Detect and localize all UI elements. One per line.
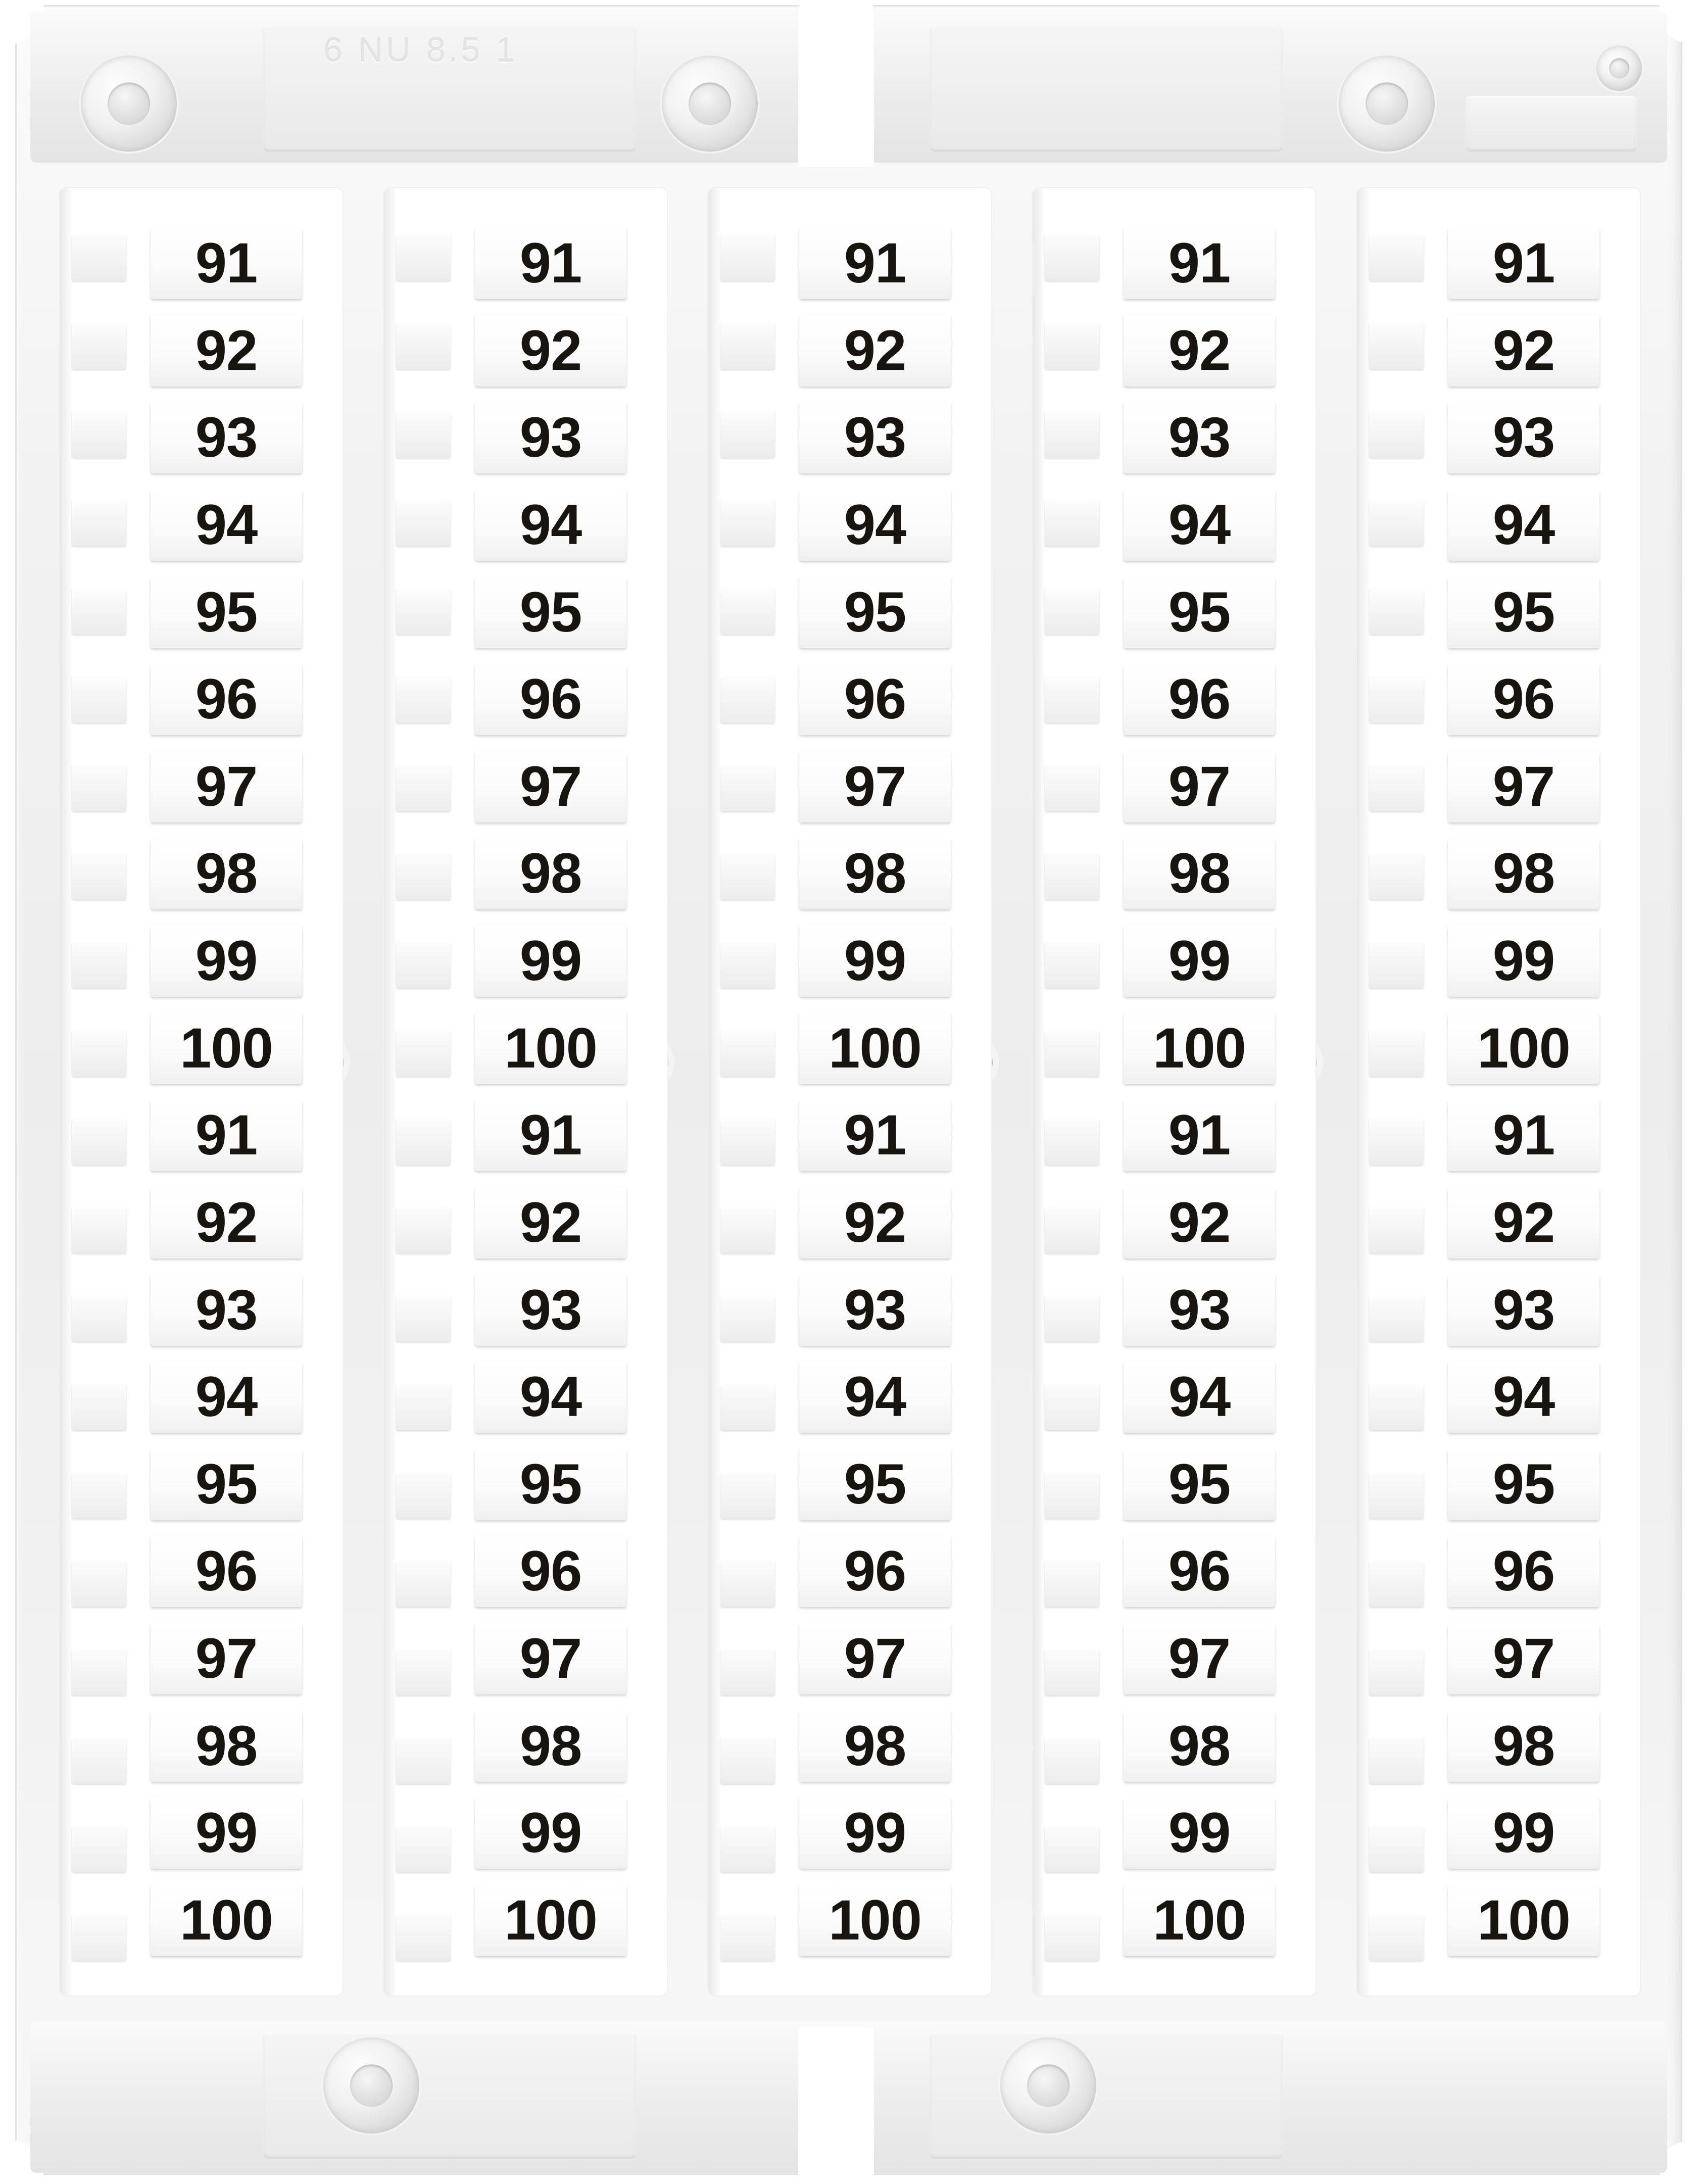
marker-tag-label: 92 xyxy=(844,1190,906,1254)
marker-tag-label: 92 xyxy=(1492,1190,1555,1254)
marker-tag[interactable] xyxy=(475,1797,626,1869)
marker-tag-label: 96 xyxy=(1168,667,1231,731)
marker-tag-label: 100 xyxy=(1477,1888,1570,1952)
marker-tag-label: 94 xyxy=(1492,1365,1555,1429)
marker-tag[interactable] xyxy=(1124,1361,1275,1433)
marker-tag-label: 91 xyxy=(195,1103,258,1167)
marker-tag[interactable] xyxy=(1448,227,1599,299)
marker-strip-tags xyxy=(60,188,343,1996)
marker-tag[interactable] xyxy=(1124,1797,1275,1869)
marker-tag-label: 95 xyxy=(1168,580,1231,644)
marker-strip-tags xyxy=(1357,188,1640,1996)
marker-tag[interactable] xyxy=(799,1623,951,1694)
marker-tag-label: 92 xyxy=(519,1190,582,1254)
marker-tag-label: 100 xyxy=(504,1016,597,1080)
marker-tag[interactable] xyxy=(1124,402,1275,473)
marker-tag[interactable] xyxy=(799,402,951,473)
marker-tag-label: 95 xyxy=(1168,1452,1231,1516)
marker-tag-label: 91 xyxy=(195,231,258,295)
marker-tag-label: 93 xyxy=(1492,406,1555,469)
marker-tag[interactable] xyxy=(475,402,626,473)
mounting-boss-top-left xyxy=(81,56,177,152)
marker-tag-label: 91 xyxy=(1492,1103,1555,1167)
marker-tag[interactable] xyxy=(1448,1623,1599,1694)
marker-tag-label: 99 xyxy=(195,929,258,992)
marker-tag-label: 100 xyxy=(1477,1016,1570,1080)
marker-tag-label: 91 xyxy=(519,1103,582,1167)
marker-tag[interactable] xyxy=(799,1884,951,1956)
marker-tag[interactable] xyxy=(151,838,302,909)
marker-tag[interactable] xyxy=(1124,663,1275,735)
marker-tag[interactable] xyxy=(151,576,302,648)
marker-tag[interactable] xyxy=(151,489,302,561)
marker-tag[interactable] xyxy=(1448,1099,1599,1171)
marker-tag[interactable] xyxy=(151,402,302,473)
marker-tag-label: 97 xyxy=(844,754,906,818)
marker-tag[interactable] xyxy=(151,1274,302,1346)
marker-tag-label: 92 xyxy=(1492,318,1555,382)
marker-tag-label: 97 xyxy=(1492,1627,1555,1690)
marker-tag[interactable] xyxy=(475,489,626,561)
marker-tag[interactable] xyxy=(1448,1797,1599,1869)
marker-tag[interactable] xyxy=(475,1448,626,1520)
marker-tag-label: 100 xyxy=(180,1888,273,1952)
mounting-boss-top-right xyxy=(1339,56,1435,152)
marker-tag-label: 93 xyxy=(519,1278,582,1341)
marker-tag-label: 93 xyxy=(519,406,582,469)
marker-tag-label: 97 xyxy=(844,1627,906,1690)
marker-tag[interactable] xyxy=(1448,402,1599,473)
marker-tag-label: 100 xyxy=(829,1016,921,1080)
marker-tag-label: 96 xyxy=(844,667,906,731)
mounting-boss-top-corner xyxy=(1596,45,1642,91)
marker-tag-label: 98 xyxy=(195,1714,258,1777)
rail-plate-top-2 xyxy=(930,25,1283,152)
engraved-part-code: 6 NU 8.5 1 xyxy=(323,31,518,69)
marker-tag[interactable] xyxy=(1448,1012,1599,1084)
marker-tag[interactable] xyxy=(799,1797,951,1869)
marker-tag-label: 95 xyxy=(519,580,582,644)
marker-tag-label: 92 xyxy=(1168,318,1231,382)
marker-tag-label: 94 xyxy=(844,1365,906,1429)
mounting-boss-bottom-center xyxy=(1000,2037,1096,2133)
marker-tag[interactable] xyxy=(151,315,302,386)
marker-tag-label: 94 xyxy=(1168,493,1231,556)
marker-tag[interactable] xyxy=(475,1710,626,1782)
marker-tag[interactable] xyxy=(1124,227,1275,299)
marker-strip[interactable] xyxy=(1357,188,1640,1996)
marker-tag[interactable] xyxy=(475,1099,626,1171)
marker-strip[interactable] xyxy=(60,188,343,1996)
marker-tag[interactable] xyxy=(1448,1187,1599,1258)
marker-strip[interactable] xyxy=(708,188,991,1996)
marker-tag-label: 94 xyxy=(519,1365,582,1429)
marker-tag-label: 93 xyxy=(195,1278,258,1341)
marker-tag-label: 100 xyxy=(1153,1888,1246,1952)
marker-tag[interactable] xyxy=(151,1535,302,1607)
marker-tag[interactable] xyxy=(799,315,951,386)
marker-tag[interactable] xyxy=(151,1884,302,1956)
marker-tag[interactable] xyxy=(1124,1623,1275,1694)
marker-tag[interactable] xyxy=(1448,315,1599,386)
marker-tag[interactable] xyxy=(1124,1535,1275,1607)
marker-tag[interactable] xyxy=(1124,489,1275,561)
marker-tag[interactable] xyxy=(799,1535,951,1607)
marker-tag-label: 98 xyxy=(195,842,258,905)
marker-tag[interactable] xyxy=(799,1448,951,1520)
marker-tag-label: 95 xyxy=(1492,1452,1555,1516)
marker-tag[interactable] xyxy=(1448,1274,1599,1346)
marker-tag[interactable] xyxy=(475,227,626,299)
marker-strip[interactable] xyxy=(1033,188,1316,1996)
marker-tag[interactable] xyxy=(475,1884,626,1956)
marker-tag-label: 91 xyxy=(1168,231,1231,295)
marker-tag-label: 98 xyxy=(519,842,582,905)
marker-tag[interactable] xyxy=(151,663,302,735)
marker-tag-label: 99 xyxy=(1168,929,1231,992)
marker-tag-label: 96 xyxy=(1492,667,1555,731)
marker-tag[interactable] xyxy=(1124,838,1275,909)
marker-tag[interactable] xyxy=(151,1099,302,1171)
marker-tag[interactable] xyxy=(1124,1710,1275,1782)
marker-tag[interactable] xyxy=(1124,925,1275,997)
marker-tag-label: 92 xyxy=(195,1190,258,1254)
marker-tag[interactable] xyxy=(1124,1012,1275,1084)
rail-plate-top-3 xyxy=(1465,96,1637,152)
marker-tag-label: 92 xyxy=(1168,1190,1231,1254)
marker-tag-label: 100 xyxy=(1153,1016,1246,1080)
marker-tag-label: 97 xyxy=(1168,754,1231,818)
marker-tag[interactable] xyxy=(799,1274,951,1346)
marker-tag-label: 98 xyxy=(1168,842,1231,905)
marker-tag-label: 92 xyxy=(844,318,906,382)
marker-strip-tags xyxy=(708,188,991,1996)
marker-tag[interactable] xyxy=(1448,1448,1599,1520)
marker-tag[interactable] xyxy=(475,1361,626,1433)
marker-tag-label: 96 xyxy=(1168,1539,1231,1603)
marker-tag-label: 93 xyxy=(1168,406,1231,469)
marker-tag-label: 98 xyxy=(1168,1714,1231,1777)
marker-tag-label: 92 xyxy=(519,318,582,382)
marker-tag[interactable] xyxy=(151,751,302,822)
marker-tag-label: 98 xyxy=(844,1714,906,1777)
marker-tag-label: 92 xyxy=(195,318,258,382)
center-slot-top xyxy=(798,5,874,167)
marker-tag[interactable] xyxy=(151,1710,302,1782)
marker-tag-label: 99 xyxy=(519,929,582,992)
marker-tag-label: 97 xyxy=(519,754,582,818)
marker-tag[interactable] xyxy=(475,576,626,648)
marker-tag[interactable] xyxy=(475,315,626,386)
marker-tag[interactable] xyxy=(799,576,951,648)
marker-tag[interactable] xyxy=(475,1012,626,1084)
marker-tag-label: 91 xyxy=(1168,1103,1231,1167)
marker-tag-label: 98 xyxy=(519,1714,582,1777)
marker-tag-label: 100 xyxy=(180,1016,273,1080)
marker-tag[interactable] xyxy=(151,1187,302,1258)
marker-tag-label: 97 xyxy=(1168,1627,1231,1690)
marker-tag-label: 98 xyxy=(1492,1714,1555,1777)
marker-tag[interactable] xyxy=(151,925,302,997)
marker-tag-label: 99 xyxy=(1168,1801,1231,1865)
marker-tag-label: 96 xyxy=(1492,1539,1555,1603)
marker-tag-label: 94 xyxy=(1168,1365,1231,1429)
marker-tag-label: 96 xyxy=(195,667,258,731)
marker-tag-label: 95 xyxy=(519,1452,582,1516)
marker-strip[interactable] xyxy=(384,188,667,1996)
marker-tag-label: 91 xyxy=(844,231,906,295)
marker-tag-label: 100 xyxy=(504,1888,597,1952)
marker-tag-label: 96 xyxy=(195,1539,258,1603)
marker-tag-label: 99 xyxy=(1492,1801,1555,1865)
marker-tag-label: 95 xyxy=(1492,580,1555,644)
marker-tag[interactable] xyxy=(1124,315,1275,386)
marker-tag[interactable] xyxy=(475,1535,626,1607)
marker-tag-label: 97 xyxy=(195,754,258,818)
marker-tag[interactable] xyxy=(799,489,951,561)
marker-tag[interactable] xyxy=(1124,1884,1275,1956)
marker-tag[interactable] xyxy=(1448,489,1599,561)
marker-tag[interactable] xyxy=(475,663,626,735)
marker-tag[interactable] xyxy=(151,227,302,299)
marker-tag[interactable] xyxy=(1448,663,1599,735)
marker-tag-label: 93 xyxy=(1492,1278,1555,1341)
marker-tag-label: 98 xyxy=(844,842,906,905)
marker-tag[interactable] xyxy=(799,1012,951,1084)
marker-tag[interactable] xyxy=(1124,1274,1275,1346)
marker-tag[interactable] xyxy=(1124,751,1275,822)
marker-tag-label: 93 xyxy=(844,1278,906,1341)
marker-tag[interactable] xyxy=(1448,1361,1599,1433)
marker-tag[interactable] xyxy=(799,663,951,735)
marker-tag[interactable] xyxy=(475,751,626,822)
marker-tag-label: 100 xyxy=(829,1888,921,1952)
marker-tag-label: 91 xyxy=(519,231,582,295)
marker-tag-label: 96 xyxy=(519,667,582,731)
marker-tag-label: 98 xyxy=(1492,842,1555,905)
mounting-boss-bottom-left xyxy=(323,2037,419,2133)
marker-tag-label: 93 xyxy=(1168,1278,1231,1341)
marker-tag[interactable] xyxy=(475,1187,626,1258)
marker-tag[interactable] xyxy=(151,1797,302,1869)
marker-tag-label: 94 xyxy=(519,493,582,556)
marker-tag-label: 99 xyxy=(195,1801,258,1865)
marker-tag[interactable] xyxy=(1448,751,1599,822)
marker-tag[interactable] xyxy=(1448,1535,1599,1607)
marker-tag-label: 95 xyxy=(844,580,906,644)
marker-tag-label: 99 xyxy=(844,1801,906,1865)
mounting-boss-top-center xyxy=(662,56,758,152)
marker-tag-label: 96 xyxy=(519,1539,582,1603)
marker-tag-label: 97 xyxy=(195,1627,258,1690)
marker-strip-tags xyxy=(1033,188,1316,1996)
marker-tag-label: 94 xyxy=(1492,493,1555,556)
marker-tag[interactable] xyxy=(475,925,626,997)
marker-tag[interactable] xyxy=(151,1448,302,1520)
marker-tag[interactable] xyxy=(799,1099,951,1171)
marker-tag[interactable] xyxy=(475,1274,626,1346)
marker-tag-label: 97 xyxy=(1492,754,1555,818)
marker-tag-label: 91 xyxy=(1492,231,1555,295)
marker-tag-label: 93 xyxy=(844,406,906,469)
marker-tag[interactable] xyxy=(151,1361,302,1433)
marker-tag-label: 91 xyxy=(844,1103,906,1167)
marker-tag[interactable] xyxy=(1448,1710,1599,1782)
marker-tag-label: 95 xyxy=(844,1452,906,1516)
marker-tag-label: 95 xyxy=(195,1452,258,1516)
marker-tag[interactable] xyxy=(799,1710,951,1782)
marker-tag[interactable] xyxy=(1448,576,1599,648)
marker-tag[interactable] xyxy=(799,1187,951,1258)
marker-tag[interactable] xyxy=(1448,838,1599,909)
marker-tag-label: 99 xyxy=(1492,929,1555,992)
center-slot-bottom xyxy=(798,2027,874,2179)
marker-tag[interactable] xyxy=(799,1361,951,1433)
marker-tag[interactable] xyxy=(799,838,951,909)
marker-tag[interactable] xyxy=(151,1623,302,1694)
marker-tag-label: 99 xyxy=(519,1801,582,1865)
marker-tag[interactable] xyxy=(475,838,626,909)
marker-tag[interactable] xyxy=(799,751,951,822)
marker-tag-label: 96 xyxy=(844,1539,906,1603)
marker-tag-label: 99 xyxy=(844,929,906,992)
marker-tag[interactable] xyxy=(1124,1448,1275,1520)
marker-tag[interactable] xyxy=(1124,576,1275,648)
marker-tag-label: 94 xyxy=(844,493,906,556)
marker-tag-label: 93 xyxy=(195,406,258,469)
marker-tag-label: 95 xyxy=(195,580,258,644)
rail-plate-bottom-1 xyxy=(263,2032,637,2159)
marker-tag[interactable] xyxy=(1124,1187,1275,1258)
marker-tag[interactable] xyxy=(1448,1884,1599,1956)
marker-tag[interactable] xyxy=(151,1012,302,1084)
marker-tag[interactable] xyxy=(799,925,951,997)
marker-tag-label: 97 xyxy=(519,1627,582,1690)
marker-strip-tags xyxy=(384,188,667,1996)
marker-tag[interactable] xyxy=(1448,925,1599,997)
marker-tag[interactable] xyxy=(475,1623,626,1694)
marker-tag[interactable] xyxy=(1124,1099,1275,1171)
marker-tag-label: 94 xyxy=(195,1365,258,1429)
marker-tag-label: 94 xyxy=(195,493,258,556)
marker-tag[interactable] xyxy=(799,227,951,299)
rail-plate-bottom-2 xyxy=(930,2032,1283,2159)
